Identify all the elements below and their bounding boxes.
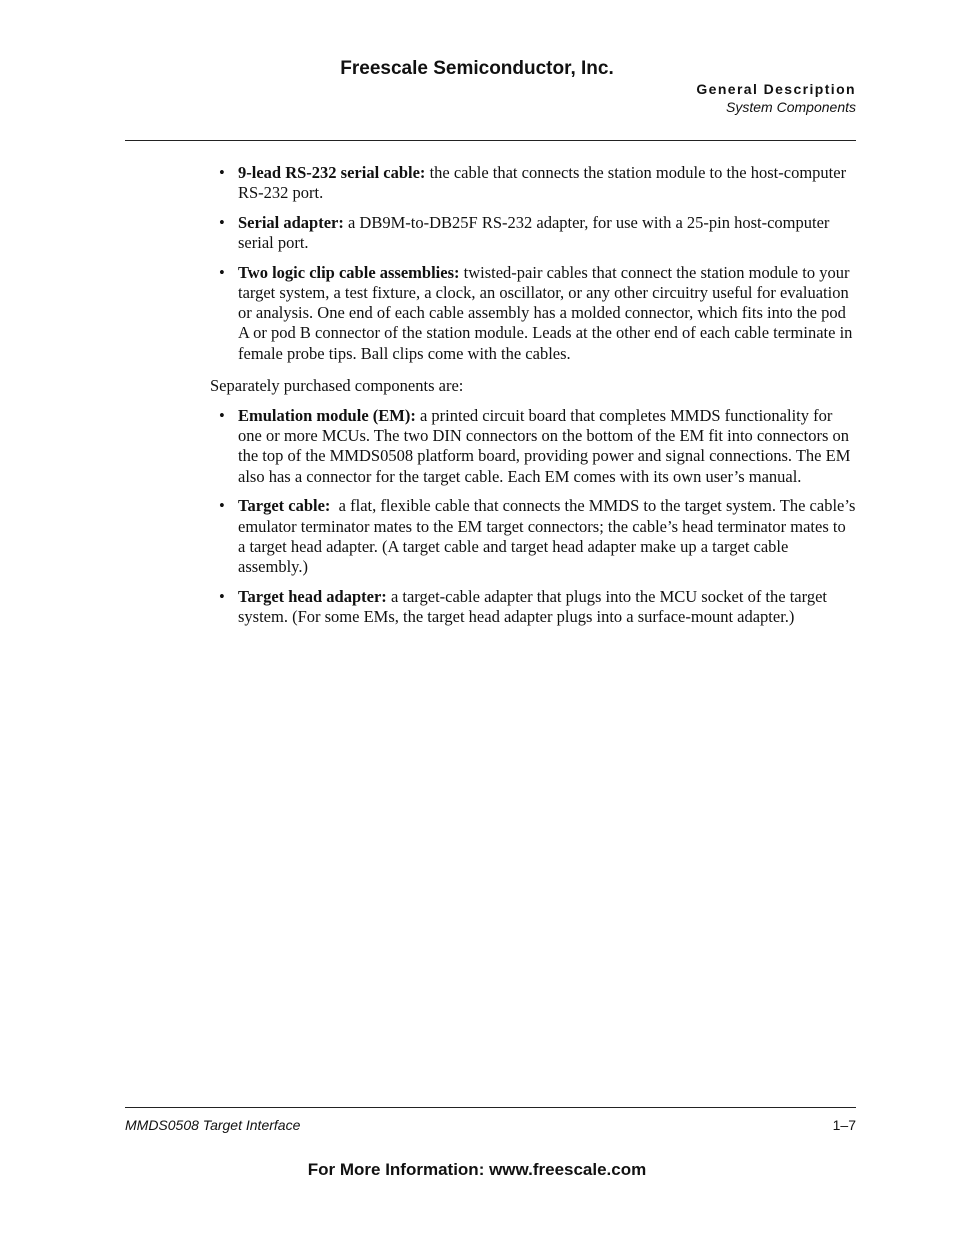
bullet-icon: •: [219, 406, 225, 426]
list-item: [210, 263, 856, 364]
included-components-list: [210, 163, 856, 364]
item-term: Two logic clip cable assemblies:: [238, 262, 460, 282]
list-item: [210, 406, 856, 487]
item-text: twisted-pair cables that connect the station module to your target system, a test fixture, a clock, an oscillator, or any other circuitry useful for evaluation or analysis. One end of each cable assembly has a molded connector, which fits into the pod A or pod B connector of the station module. Leads at the other end of each cable terminate in female probe tips. Ball clips come with the cables.: [238, 262, 853, 363]
page-body: [210, 163, 860, 637]
company-name: Freescale Semiconductor, Inc.: [340, 58, 614, 79]
list-item: [210, 496, 860, 577]
item-term: 9-lead RS-232 serial cable:: [238, 163, 426, 182]
purchased-components-list: [210, 406, 860, 627]
more-info-line: For More Information: www.freescale.com: [307, 1160, 647, 1179]
item-term: Target head adapter:: [238, 586, 387, 606]
item-text: a printed circuit board that completes MMDS functionality for one or more MCUs. The two DIN connectors on the bottom of the EM fit into connectors on the top of the MMDS0508 platform board, providing power and signal connections. The EM also has a connector for the target cable. Each EM comes with its own user’s manual.: [238, 406, 851, 486]
item-text: the cable that connects the station module to the host-computer RS-232 port.: [238, 163, 847, 203]
bullet-icon: •: [219, 163, 225, 182]
bullet-icon: •: [219, 586, 225, 606]
item-text: a target-cable adapter that plugs into the MCU socket of the target system. (For some EMs, the target head adapter plugs into a surface-mount adapter.): [238, 586, 827, 626]
page-number: 1–7: [832, 1117, 856, 1133]
document-title: MMDS0508 Target Interface: [125, 1117, 301, 1133]
list-item: [210, 213, 856, 253]
item-term: Serial adapter:: [238, 212, 344, 232]
bullet-icon: •: [219, 212, 225, 232]
section-title: General Description: [696, 81, 856, 97]
header-rule: [125, 140, 856, 141]
section-subtitle: System Components: [726, 99, 856, 115]
list-item: [210, 163, 856, 203]
item-text: a DB9M-to-DB25F RS-232 adapter, for use with a 25-pin host-computer serial port.: [238, 212, 830, 253]
footer-rule: [125, 1107, 856, 1108]
item-term: Emulation module (EM):: [238, 406, 416, 426]
running-head: [696, 80, 856, 117]
intro-paragraph: Separately purchased components are:: [210, 375, 464, 395]
item-text: a flat, flexible cable that connects the MMDS to the target system. The cable’s emulator terminator mates to the EM target connectors; the cable’s head terminator mates to a target head adapter. (A target cable and target head adapter make up a target cable assembly.): [238, 496, 860, 576]
bullet-icon: •: [219, 262, 225, 282]
item-term: Target cable:: [238, 496, 331, 516]
list-item: [210, 587, 856, 627]
bullet-icon: •: [219, 496, 225, 516]
